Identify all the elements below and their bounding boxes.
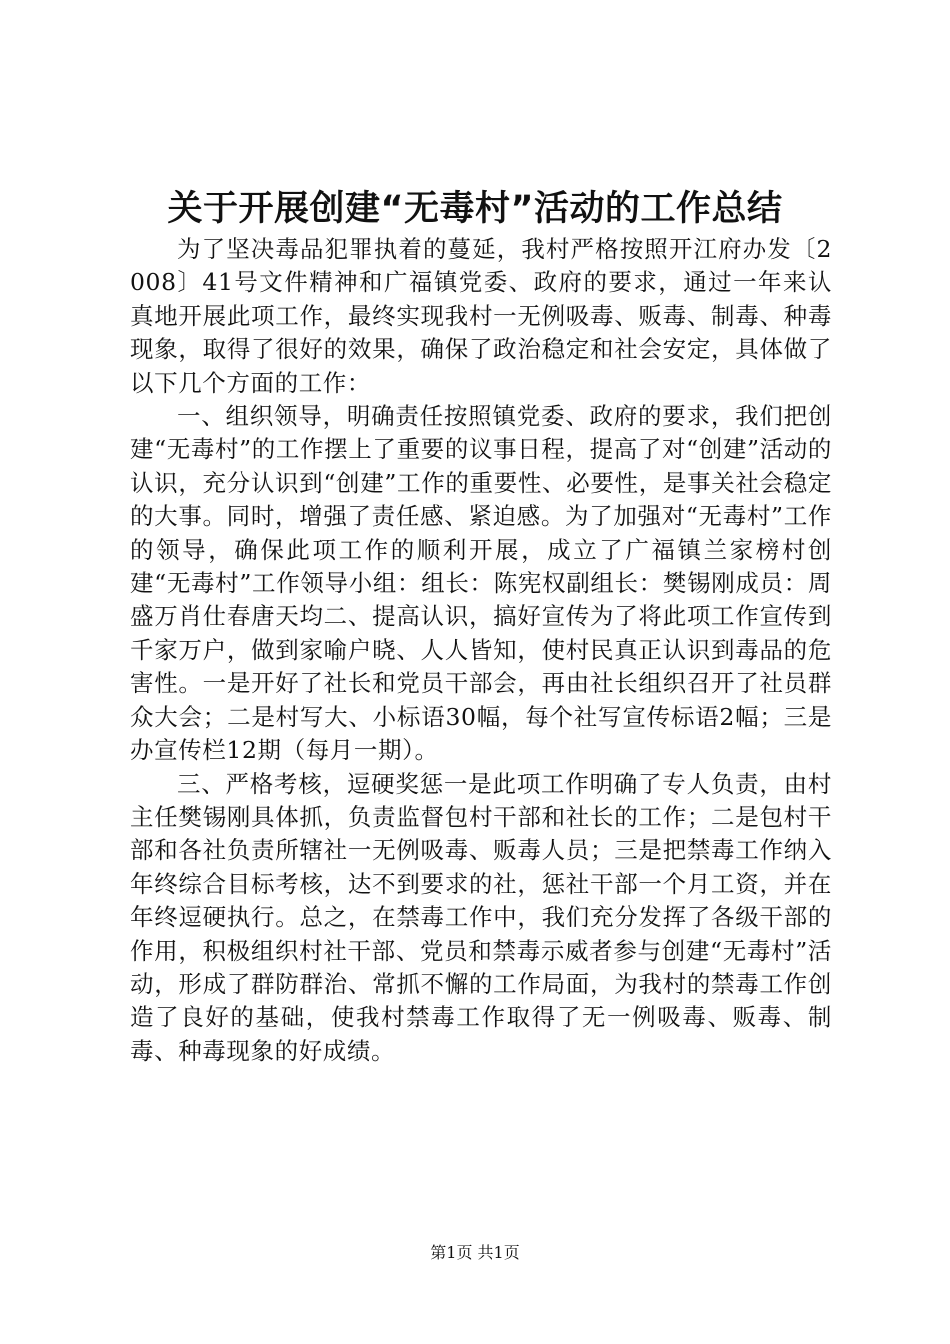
paragraph-section-three: 三、严格考核，逗硬奖惩一是此项工作明确了专人负责，由村主任樊锡刚具体抓，负责监督包村干部和社长的工作；二是包村干部和各社负责所辖社一无例吸毒、贩毒人员；三是把禁毒工作纳入年终综合目标考核，达不到要求的社，惩社干部一个月工资，并在年终逗硬执行。总之，在禁毒工作中，我们充分发挥了各级干部的作用，积极组织村社干部、党员和禁毒示威者参与创建“无毒村”活动，形成了群防群治、常抓不懈的工作局面，为我村的禁毒工作创造了良好的基础，使我村禁毒工作取得了无一例吸毒、贩毒、制毒、种毒现象的好成绩。 [130, 769, 832, 1065]
document-title: 关于开展创建“无毒村”活动的工作总结 [167, 189, 783, 229]
paragraph-section-one-two: 一、组织领导，明确责任按照镇党委、政府的要求，我们把创建“无毒村”的工作摆上了重要的议事日程，提高了对“创建”活动的认识，充分认识到“创建”工作的重要性、必要性，是事关社会稳定的大事。同时，增强了责任感、紧迫感。为了加强对“无毒村”工作的领导，确保此项工作的顺利开展，成立了广福镇兰家榜村创建“无毒村”工作领导小组：组长：陈宪权副组长：樊锡刚成员：周盛万肖仕春唐天均二、提高认识，搞好宣传为了将此项工作宣传到千家万户，做到家喻户晓、人人皆知，使村民真正认识到毒品的危害性。一是开好了社长和党员干部会，再由社长组织召开了社员群众大会；二是村写大、小标语30幅，每个社写宣传标语2幅；三是办宣传栏12期（每月一期）。 [130, 402, 832, 765]
page-number-footer: 第1页 共1页 [430, 1243, 520, 1262]
document-body [130, 233, 832, 1068]
paragraph-intro: 为了坚决毒品犯罪执着的蔓延，我村严格按照开江府办发〔2008〕41号文件精神和广福镇党委、政府的要求，通过一年来认真地开展此项工作，最终实现我村一无例吸毒、贩毒、制毒、种毒现象，取得了很好的效果，确保了政治稳定和社会安定，具体做了以下几个方面的工作： [130, 235, 832, 397]
